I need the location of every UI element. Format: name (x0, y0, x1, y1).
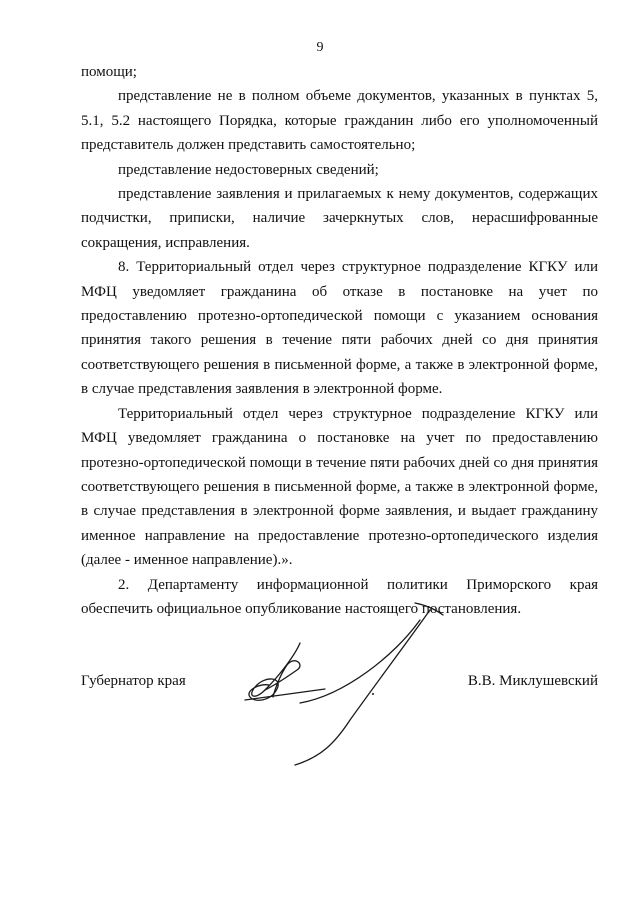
paragraph-3: представление недостоверных сведений; (118, 161, 379, 178)
paragraph-2: представление не в полном объеме документов, указанных в пунктах 5, 5.1, 5.2 настоящего Порядка, которые гражданин либо его уполномоченный представитель должен представить самостоятельно; (81, 88, 598, 154)
signer-title: Губернатор края (81, 673, 186, 689)
handwritten-signature (225, 585, 465, 775)
page-number: 9 (316, 40, 324, 55)
document-body (81, 60, 598, 621)
signer-name: В.В. Миклушевский (467, 673, 598, 689)
paragraph-4: представление заявления и прилагаемых к нему документов, содержащих подчистки, приписки, наличие зачеркнутых слов, нерасшифрованные сокращения, исправления. (81, 186, 598, 251)
paragraph-1: помощи; (81, 64, 137, 80)
paragraph-6: Территориальный отдел через структурное подразделение КГКУ или МФЦ уведомляет гражданина о постановке на учет по предоставлению протезно-ортопедической помощи в течение пяти рабочих дней со дня принятия соответствующего решения в письменной форме, а также в электронной форме, в случае представления в электронной форме заявления, и выдает гражданину именное направление на предоставление протезно-ортопедического изделия (далее - именное направление).». (81, 405, 598, 569)
paragraph-5: 8. Территориальный отдел через структурное подразделение КГКУ или МФЦ уведомляет гражданина об отказе в постановке на учет по предоставлению протезно-ортопедической помощи с указанием основания принятия такого решения в течение пяти рабочих дней со дня принятия соответствующего решения в письменной форме, а также в электронной форме, в случае представления заявления в электронной форме. (81, 259, 598, 398)
paragraph-7: 2. Департаменту информационной политики Приморского края обеспечить официальное опубликование настоящего постановления. (81, 576, 598, 617)
